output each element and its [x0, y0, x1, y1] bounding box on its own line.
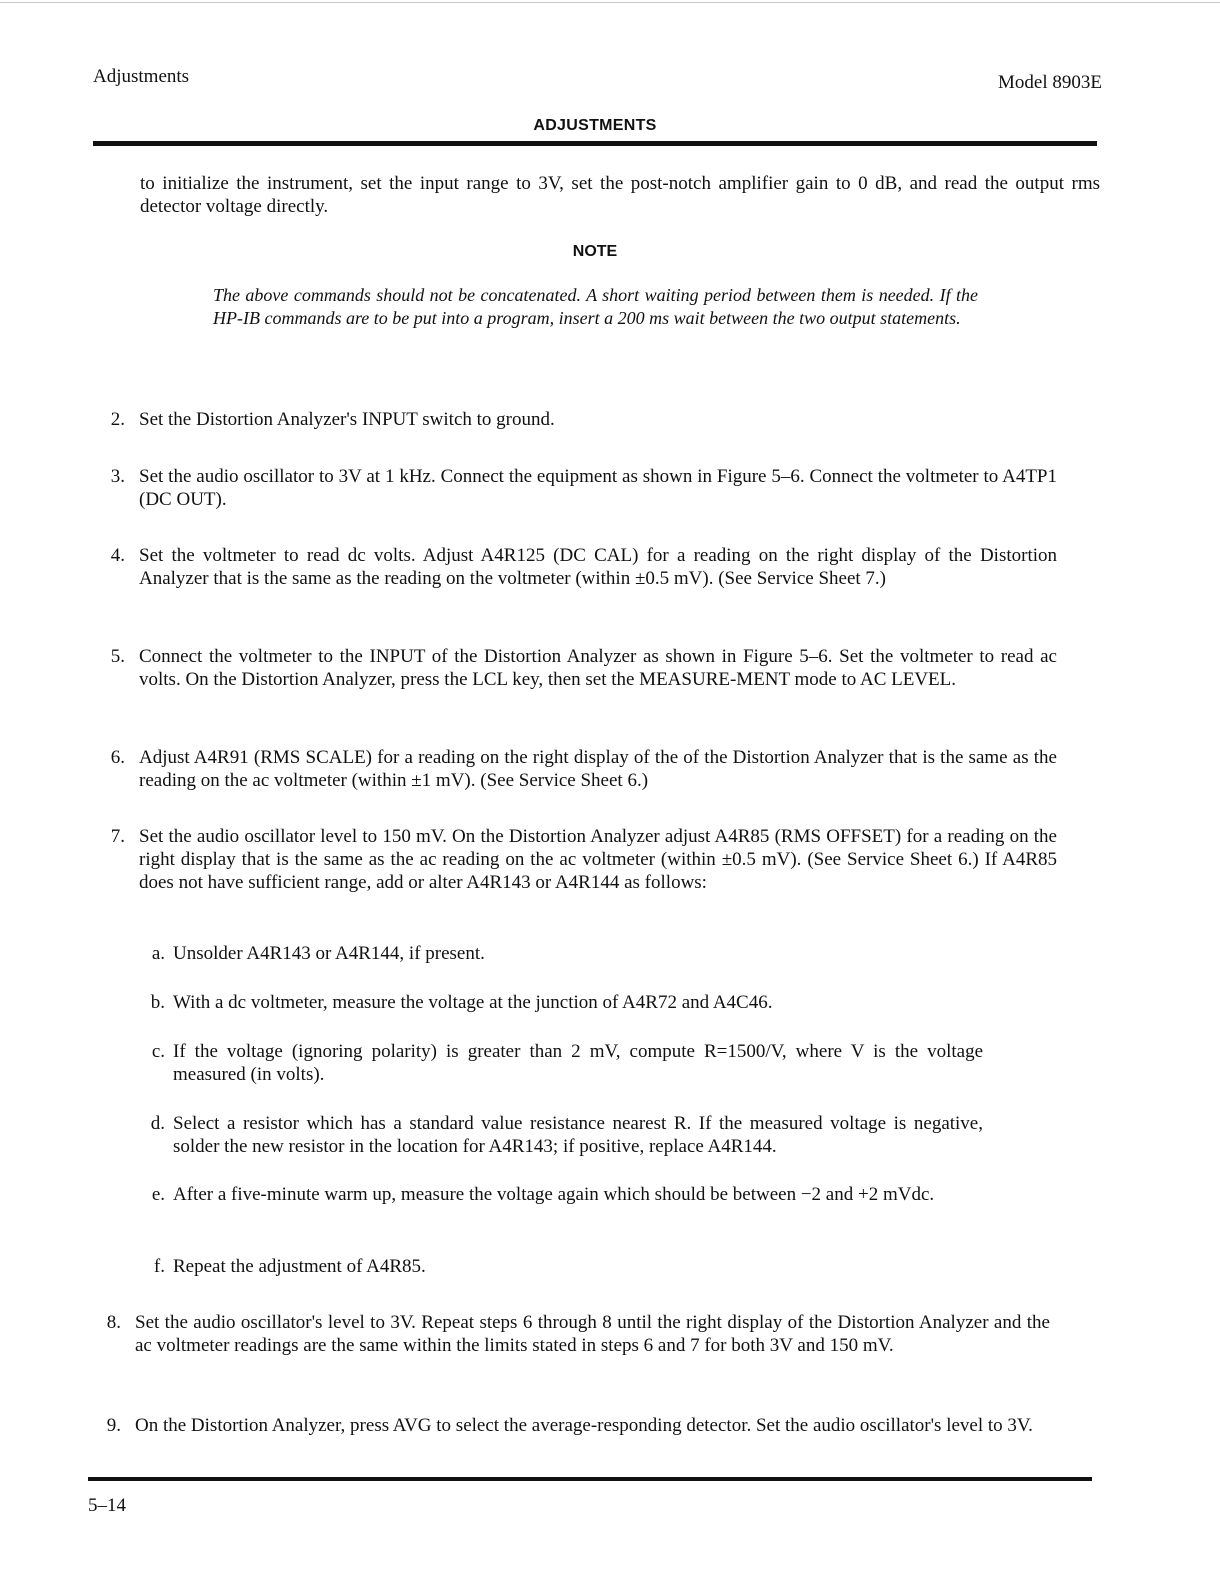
step-text: Set the audio oscillator level to 150 mV. On the Distortion Analyzer adjust A4R85 (RMS OFFSET) for a reading on the right display that is the same as the ac reading on the ac voltmeter (within ±0.5 mV). (See Service Sheet 6.) If A4R85 does not have sufficient range, add or alter A4R143 or A4R144 as follows: — [139, 826, 1057, 893]
page-number: 5–14 — [88, 1495, 126, 1516]
substep-letter: a. — [151, 943, 165, 964]
step-text: Set the audio oscillator to 3V at 1 kHz. Connect the equipment as shown in Figure 5–6. Connect the voltmeter to A4TP1 (DC OUT). — [139, 466, 1057, 510]
substep-letter: e. — [151, 1184, 165, 1205]
step-text: On the Distortion Analyzer, press AVG to select the average-responding detector. Set the audio oscillator's level to 3V. — [135, 1415, 1033, 1436]
intro-paragraph: to initialize the instrument, set the input range to 3V, set the post-notch amplifier gain to 0 dB, and read the output rms detector voltage directly. — [140, 173, 1100, 217]
footer-rule — [88, 1477, 1092, 1481]
step-number: 8. — [106, 1312, 121, 1333]
substep-letter: b. — [150, 992, 165, 1013]
section-title: ADJUSTMENTS — [533, 117, 657, 134]
step-number: 2. — [110, 409, 125, 430]
note-title: NOTE — [572, 243, 618, 260]
substep-letter: d. — [150, 1113, 165, 1134]
step-text: Connect the voltmeter to the INPUT of the Distortion Analyzer as shown in Figure 5–6. Set the voltmeter to read ac volts. On the Distortion Analyzer, press the LCL key, then set the MEASURE-MENT mode to AC LEVEL. — [139, 646, 1057, 690]
step-text: Set the voltmeter to read dc volts. Adjust A4R125 (DC CAL) for a reading on the right display of the Distortion Analyzer that is the same as the reading on the voltmeter (within ±0.5 mV). (See Service Sheet 7.) — [139, 545, 1057, 589]
scan-top-edge — [0, 2, 1220, 3]
note-body: The above commands should not be concatenated. A short waiting period between them is needed. If the HP-IB commands are to be put into a program, insert a 200 ms wait between the two output statements. — [213, 285, 978, 328]
running-header-left: Adjustments — [93, 66, 190, 87]
step-number: 6. — [110, 747, 125, 768]
running-header-right: Model 8903E — [998, 72, 1102, 93]
step-number: 4. — [110, 545, 125, 566]
step-text: Set the Distortion Analyzer's INPUT switch to ground. — [139, 409, 555, 430]
step-text: Adjust A4R91 (RMS SCALE) for a reading on the right display of the of the Distortion Analyzer that is the same as the reading on the ac voltmeter (within ±1 mV). (See Service Sheet 6.) — [139, 747, 1057, 791]
step-text: Set the audio oscillator's level to 3V. Repeat steps 6 through 8 until the right display of the Distortion Analyzer and the ac voltmeter readings are the same within the limits stated in steps 6 and 7 for both 3V and 150 mV. — [135, 1312, 1050, 1356]
substep-text: After a five-minute warm up, measure the voltage again which should be between −2 and +2 mVdc. — [173, 1184, 935, 1205]
substep-text: Repeat the adjustment of A4R85. — [173, 1256, 426, 1277]
step-number: 9. — [106, 1415, 121, 1436]
step-number: 3. — [110, 466, 125, 487]
substep-letter: c. — [151, 1041, 165, 1062]
substep-text: Select a resistor which has a standard value resistance nearest R. If the measured voltage is negative, solder the new resistor in the location for A4R143; if positive, replace A4R144. — [173, 1113, 983, 1157]
substep-text: Unsolder A4R143 or A4R144, if present. — [173, 943, 485, 964]
substep-text: If the voltage (ignoring polarity) is greater than 2 mV, compute R=1500/V, where V is the voltage measured (in volts). — [173, 1041, 983, 1085]
substep-letter: f. — [153, 1256, 165, 1277]
header-rule — [93, 141, 1097, 146]
step-number: 7. — [110, 826, 125, 847]
step-number: 5. — [110, 646, 125, 667]
substep-text: With a dc voltmeter, measure the voltage at the junction of A4R72 and A4C46. — [173, 992, 773, 1013]
